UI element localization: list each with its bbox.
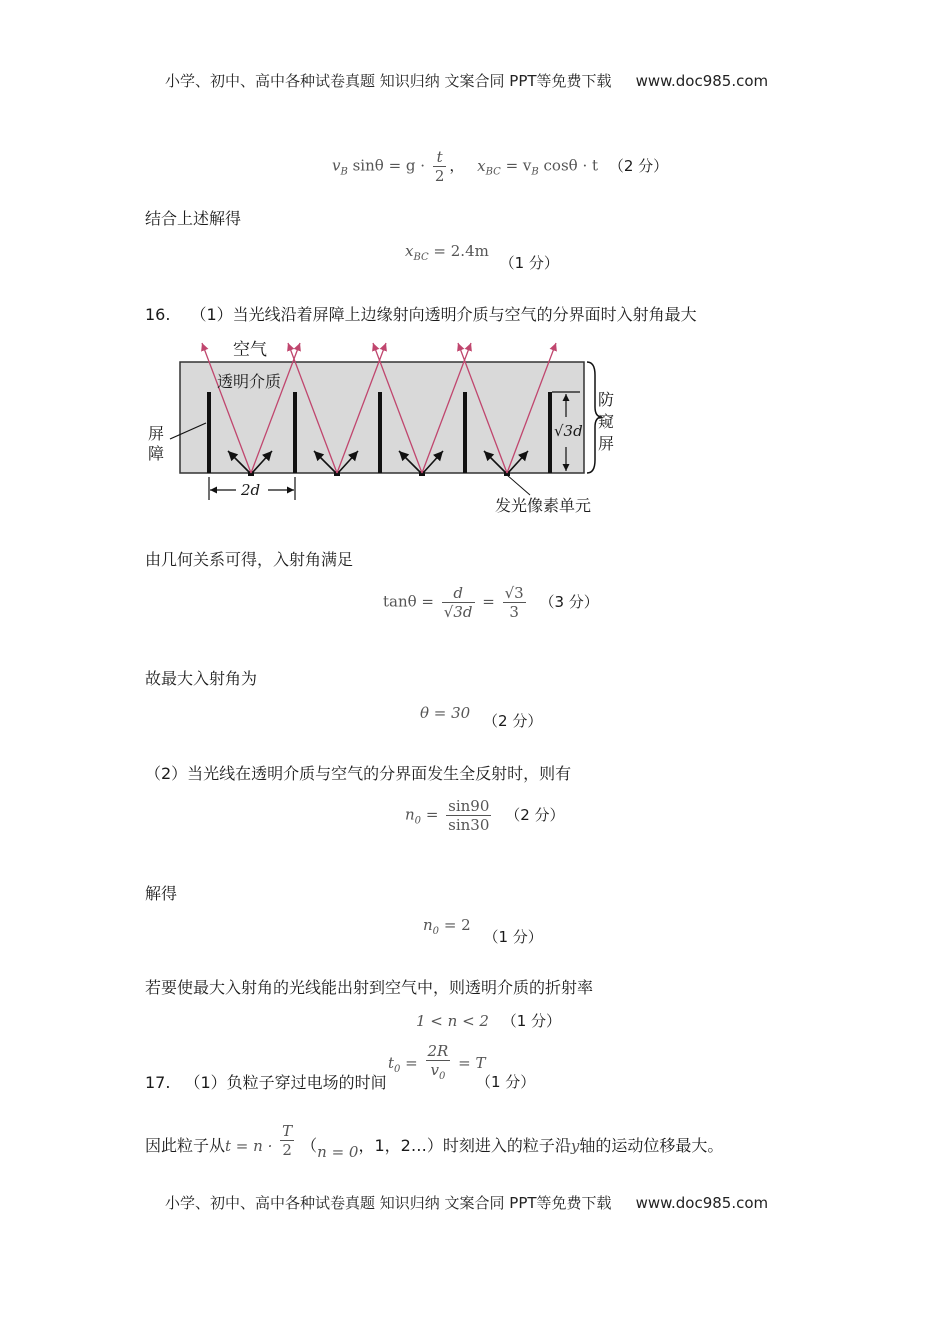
eq1-sep: ， (449, 156, 465, 175)
theta-score: （2 分） (483, 712, 543, 730)
footer-text: 小学、初中、高中各种试卷真题 知识归纳 文案合同 PPT等免费下载 (165, 1194, 612, 1212)
footer-site: www.doc985.com (635, 1194, 769, 1212)
eq1-x: x (477, 156, 486, 175)
label-medium: 透明介质 (217, 372, 282, 391)
n0-lhs: n (405, 805, 415, 824)
tan-f2-den: 3 (509, 603, 519, 621)
tan-f1-den: √3d (443, 603, 473, 621)
last-paren: （ (301, 1136, 318, 1155)
label-barrier-1: 屏 (148, 424, 165, 443)
eq1-frac-num: t (433, 148, 447, 167)
eq1-right-mid-sub: B (531, 166, 539, 178)
eq2-score: （1 分） (499, 254, 559, 272)
t0-score: （1 分） (476, 1073, 536, 1091)
equation-tan (383, 584, 599, 621)
label-pixel: 发光像素单元 (495, 496, 592, 515)
eq1-mid: sinθ = g · (347, 156, 430, 175)
header-text: 小学、初中、高中各种试卷真题 知识归纳 文案合同 PPT等免费下载 (165, 72, 612, 90)
label-spacing: 2d (241, 481, 261, 499)
page-header (165, 70, 768, 91)
n0-frac (446, 797, 491, 834)
equation-theta (420, 702, 543, 730)
eq1-score: （2 分） (608, 156, 669, 175)
t0-rhs: = T (453, 1054, 486, 1072)
eq2-rhs: = 2.4m (428, 242, 489, 260)
label-screen-2: 窥 (598, 412, 615, 431)
max-text: 故最大入射角为 (145, 669, 258, 688)
last-num: T (282, 1122, 293, 1140)
geom-text: 由几何关系可得，入射角满足 (145, 550, 354, 569)
n0v-score: （1 分） (483, 928, 543, 946)
t0-lhs-sub: 0 (394, 1064, 401, 1075)
eq2-x: x (405, 242, 414, 260)
cond-text: 若要使最大入射角的光线能出射到空气中，则透明介质的折射率 (145, 978, 594, 997)
q17-part1 (145, 1070, 387, 1093)
q16-part1 (145, 302, 697, 325)
last-n: n = 0 (317, 1143, 359, 1161)
equation-n0-ratio (405, 797, 565, 834)
last-den: 2 (282, 1141, 292, 1159)
tan-frac1 (442, 584, 475, 621)
combine-text: 结合上述解得 (145, 209, 242, 228)
n0-lhs-sub: 0 (414, 815, 422, 827)
label-barrier-2: 障 (148, 444, 165, 463)
label-air: 空气 (233, 340, 267, 360)
last-frac (280, 1122, 294, 1159)
n0-num: sin90 (448, 797, 490, 815)
label-height: √3d (554, 422, 583, 440)
equation-n0-value (423, 914, 543, 946)
q17-part1-text: （1）负粒子穿过电场的时间 (184, 1073, 387, 1092)
eq1-v: v (332, 156, 341, 175)
tan-f2-num: √3 (504, 584, 524, 602)
n0-den: sin30 (448, 816, 490, 834)
privacy-screen-diagram (140, 335, 630, 520)
last-y: y (570, 1137, 580, 1155)
t0-den-sub: 0 (438, 1071, 446, 1082)
q16-number: 16. (145, 305, 171, 324)
t0-num: 2R (427, 1042, 449, 1060)
solve-text: 解得 (145, 884, 178, 903)
last-t: t = n · (225, 1137, 278, 1155)
q17-last-line (145, 1122, 724, 1165)
tan-f1-num: d (442, 584, 475, 603)
tan-eq: = (477, 592, 500, 611)
n0-score: （2 分） (505, 805, 565, 824)
last-pre: 因此粒子从 (145, 1136, 226, 1155)
eq1-v-sub: B (340, 166, 348, 178)
t0-eq: = (400, 1054, 423, 1072)
range-text: 1 < n < 2 (416, 1012, 489, 1030)
t0-den: v (430, 1061, 439, 1079)
eq1-fraction (433, 148, 447, 185)
label-screen-3: 屏 (598, 434, 615, 453)
header-site: www.doc985.com (635, 72, 769, 90)
last-mid: ，1，2…）时刻进入的粒子沿 (358, 1136, 571, 1155)
n0v-rhs: = 2 (439, 916, 471, 934)
equation-xbc (405, 240, 559, 272)
n0v-lhs-sub: 0 (432, 926, 440, 937)
tan-lhs: tanθ = (383, 592, 439, 611)
t0-frac (426, 1042, 451, 1086)
n0-eq: = (421, 805, 444, 824)
tan-score: （3 分） (539, 592, 599, 611)
theta-text: θ = 30 (420, 704, 471, 722)
label-screen-1: 防 (598, 390, 615, 409)
eq1-frac-den: 2 (434, 167, 445, 185)
pixel-leader (507, 475, 530, 495)
page-footer (165, 1192, 768, 1213)
t0-lhs: t (388, 1054, 395, 1072)
tan-frac2 (503, 584, 526, 621)
eq1-right-mid: = v (500, 156, 532, 175)
range-score: （1 分） (501, 1012, 562, 1030)
n0v-lhs: n (423, 916, 433, 934)
last-post: 轴的运动位移最大。 (579, 1136, 724, 1155)
eq1-right-tail: cosθ · t (538, 156, 599, 175)
equation-vb-sin (332, 148, 668, 185)
q17-number: 17. (145, 1073, 171, 1092)
equation-t0 (388, 1042, 485, 1086)
q16-part1-text: （1）当光线沿着屏障上边缘射向透明介质与空气的分界面时入射角最大 (190, 305, 697, 324)
q16-part2: （2）当光线在透明介质与空气的分界面发生全反射时，则有 (145, 764, 572, 783)
eq2-x-sub: BC (413, 252, 429, 263)
eq1-x-sub: BC (485, 166, 501, 178)
equation-range (416, 1010, 561, 1031)
